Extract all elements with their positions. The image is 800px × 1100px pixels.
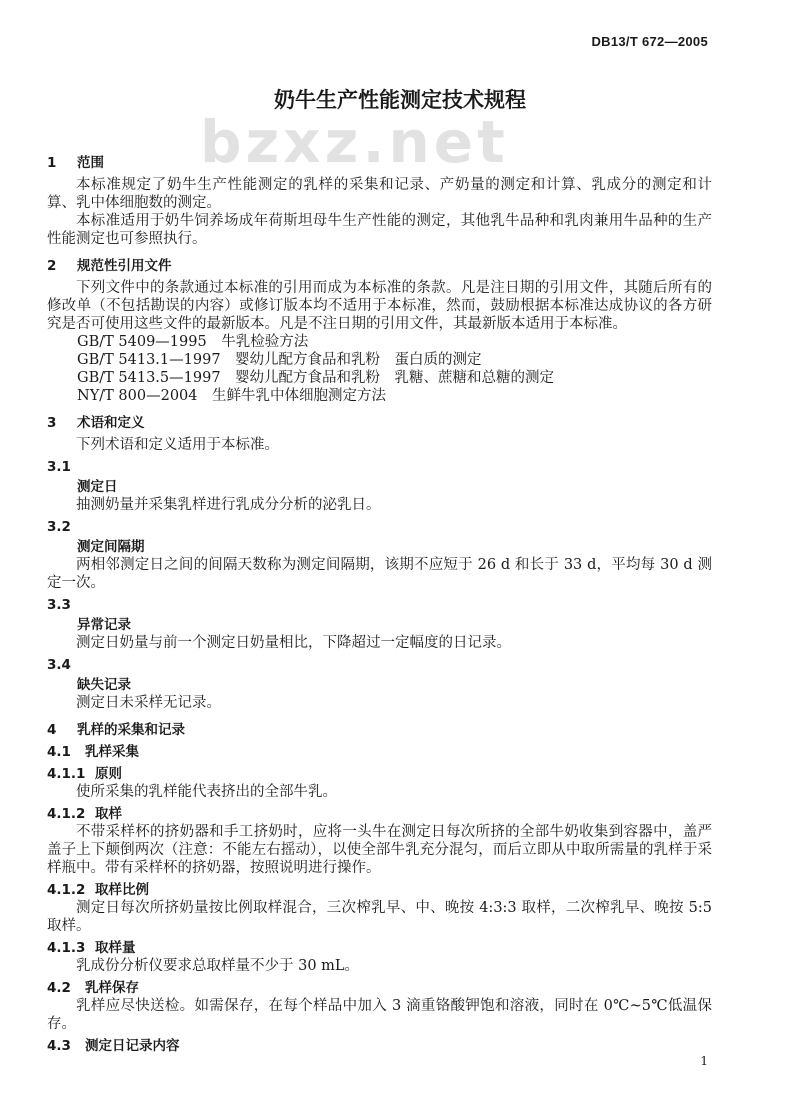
section-4-1-3-heading: 4.1.3 取样量 [47, 940, 136, 956]
section-3-intro: 下列术语和定义适用于本标准。 [76, 437, 279, 453]
section-4-1-3-text: 乳成份分析仪要求总取样量不少于 30 mL。 [76, 958, 360, 974]
section-2-heading: 2 规范性引用文件 [47, 258, 172, 274]
reference-item: NY/T 800—2004 生鲜牛乳中体细胞测定方法 [77, 388, 387, 404]
section-4-1-2b-text: 测定日每次所挤奶量按比例取样混合，三次榨乳早、中、晚按 4:3:3 取样，二次榨乳早、晚按 5:5 取样。 [47, 900, 712, 934]
reference-item: GB/T 5413.1—1997 婴幼儿配方食品和乳粉 蛋白质的测定 [77, 352, 482, 368]
section-4-2-text: 乳样应尽快送检。如需保存，在每个样品中加入 3 滴重铬酸钾饱和溶液，同时在 0℃~5℃低温保存。 [47, 998, 712, 1032]
term-3-1-number: 3.1 [47, 459, 71, 475]
document-code: DB13/T 672—2005 [591, 34, 708, 49]
reference-item: GB/T 5409—1995 牛乳检验方法 [77, 334, 309, 350]
section-1-para-1: 本标准规定了奶牛生产性能测定的乳样的采集和记录、产奶量的测定和计算、乳成分的测定和计算、乳中体细胞数的测定。 [47, 177, 712, 211]
term-3-4-definition: 测定日未采样无记录。 [76, 695, 221, 711]
section-4-1-1-heading: 4.1.1 原则 [47, 766, 122, 782]
watermark: bzxz.net [200, 108, 509, 176]
section-4-1-heading: 4.1 乳样采集 [47, 744, 139, 760]
term-3-2-number: 3.2 [47, 519, 71, 535]
reference-item: GB/T 5413.5—1997 婴幼儿配方食品和乳粉 乳糖、蔗糖和总糖的测定 [77, 370, 555, 386]
document-body [47, 154, 712, 1055]
term-3-2-definition: 两相邻测定日之间的间隔天数称为测定间隔期，该期不应短于 26 d 和长于 33 d，平均每 30 d 测定一次。 [47, 557, 712, 591]
document-title: 奶牛生产性能测定技术规程 [274, 88, 526, 112]
section-4-1-2b-heading: 4.1.2 取样比例 [47, 882, 149, 898]
section-3-heading: 3 术语和定义 [47, 415, 145, 431]
term-3-4-number: 3.4 [47, 657, 71, 673]
section-1-para-2: 本标准适用于奶牛饲养场成年荷斯坦母牛生产性能的测定，其他乳牛品种和乳肉兼用牛品种的生产性能测定也可参照执行。 [47, 213, 712, 247]
section-4-1-2-heading: 4.1.2 取样 [47, 806, 122, 822]
section-4-2-heading: 4.2 乳样保存 [47, 980, 139, 996]
section-4-1-1-text: 使所采集的乳样能代表挤出的全部牛乳。 [76, 784, 337, 800]
term-3-1-definition: 抽测奶量并采集乳样进行乳成分分析的泌乳日。 [76, 497, 381, 513]
section-1-heading: 1 范围 [47, 155, 104, 171]
section-4-heading: 4 乳样的采集和记录 [47, 722, 185, 738]
section-2-para-1: 下列文件中的条款通过本标准的引用而成为本标准的条款。凡是注日期的引用文件，其随后所有的修改单（不包括勘误的内容）或修订版本均不适用于本标准，然而，鼓励根据本标准达成协议的各方研究是否可使用这些文件的最新版本。凡是不注日期的引用文件，其最新版本适用于本标准。 [47, 280, 712, 332]
term-3-1-name: 测定日 [77, 479, 118, 495]
term-3-2-name: 测定间隔期 [77, 539, 145, 555]
section-4-3-heading: 4.3 测定日记录内容 [47, 1038, 180, 1054]
term-3-3-definition: 测定日奶量与前一个测定日奶量相比，下降超过一定幅度的日记录。 [76, 635, 511, 651]
term-3-4-name: 缺失记录 [77, 677, 131, 693]
term-3-3-name: 异常记录 [77, 617, 131, 633]
page-number: 1 [700, 1054, 708, 1068]
section-4-1-2-text: 不带采样杯的挤奶器和手工挤奶时，应将一头牛在测定日每次所挤的全部牛奶收集到容器中，盖严盖子上下颠倒两次（注意：不能左右摇动），以使全部牛乳充分混匀，而后立即从中取所需量的乳样于采样瓶中。带有采样杯的挤奶器，按照说明进行操作。 [47, 824, 712, 876]
term-3-3-number: 3.3 [47, 597, 71, 613]
